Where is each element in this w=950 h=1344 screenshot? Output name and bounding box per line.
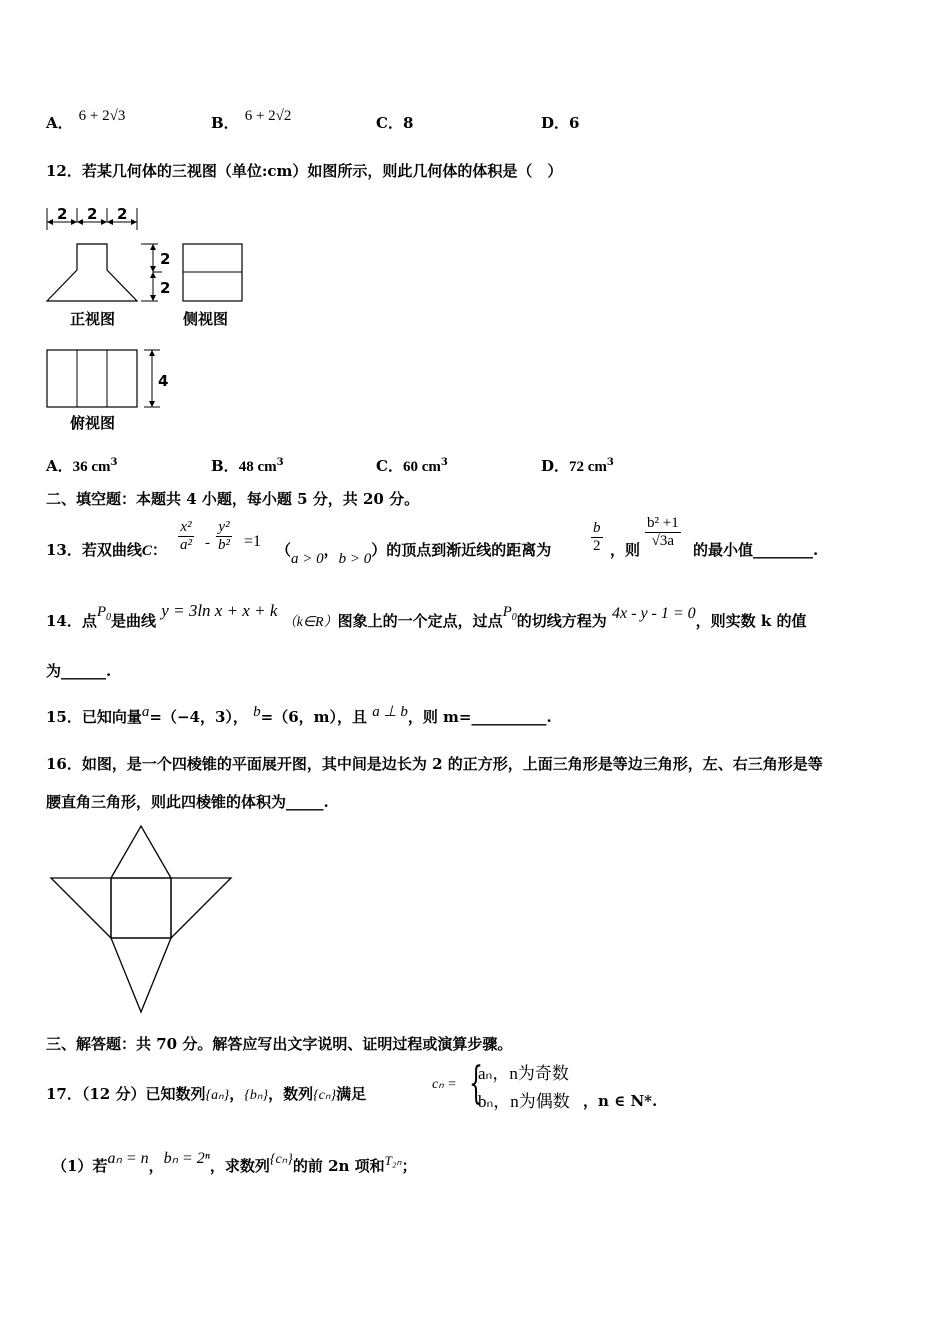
vector-b: b bbox=[253, 704, 261, 720]
q12-option-c bbox=[376, 455, 448, 476]
comma: ， bbox=[323, 541, 339, 559]
q13-tail: 的最小值________. bbox=[693, 541, 819, 559]
sequence-c: {cₙ} bbox=[313, 1088, 337, 1103]
part1-prefix: （1）若 bbox=[52, 1157, 108, 1175]
right-triangle bbox=[171, 878, 231, 938]
option-value: 6 bbox=[569, 114, 580, 132]
pyramid-net-figure bbox=[48, 822, 238, 1017]
q14-line1 bbox=[46, 601, 807, 633]
perp-condition: a ⊥ b bbox=[372, 704, 408, 720]
option-value: 48 cm bbox=[238, 459, 277, 475]
q14-text2: 图象上的一个定点，过点 bbox=[337, 612, 503, 630]
q12-stem: 12．若某几何体的三视图（单位:cm）如图所示，则此几何体的体积是（ ） bbox=[46, 162, 563, 180]
c-definition: cₙ = bbox=[432, 1077, 457, 1092]
frac-num: x² bbox=[178, 519, 194, 537]
option-label: C． bbox=[376, 114, 403, 132]
part1-text: ，求数列 bbox=[209, 1157, 270, 1175]
option-value: 72 cm bbox=[569, 459, 607, 475]
colon: ： bbox=[151, 541, 167, 559]
q13-frac-y bbox=[216, 519, 232, 554]
comma: ， bbox=[148, 1157, 164, 1175]
frac-num: y² bbox=[216, 519, 232, 537]
q16-line2: 腰直角三角形，则此四棱锥的体积为_____. bbox=[46, 793, 329, 811]
q15-prefix: 15．已知向量 bbox=[46, 708, 142, 726]
q17-tail: ，n ∈ N*. bbox=[583, 1092, 658, 1110]
q11-option-a bbox=[46, 108, 126, 133]
frac-den: b² bbox=[218, 537, 230, 553]
cond-a: a > 0 bbox=[291, 551, 324, 567]
front-view-shape bbox=[47, 244, 137, 301]
frac-den: a² bbox=[180, 537, 192, 553]
part1-text2: 的前 2n 项和 bbox=[292, 1157, 385, 1175]
q15-tail: ，则 m=__________. bbox=[407, 708, 552, 726]
sequence-c: {cₙ} bbox=[269, 1152, 293, 1167]
option-label: D． bbox=[541, 457, 570, 475]
unit-exponent: 3 bbox=[110, 457, 118, 468]
dim-top-3: 2 bbox=[117, 205, 128, 223]
option-label: B． bbox=[211, 457, 239, 475]
q12-option-d bbox=[541, 455, 614, 476]
option-label: B． bbox=[211, 114, 239, 132]
q13-prefix-text: 13．若双曲线 bbox=[46, 541, 142, 559]
q17 bbox=[46, 1083, 366, 1104]
point-p0 bbox=[96, 604, 112, 623]
option-value: 60 cm bbox=[402, 459, 441, 475]
option-value: 8 bbox=[402, 114, 414, 132]
p0-letter: P bbox=[96, 604, 107, 620]
q11-option-c bbox=[376, 112, 413, 133]
center-square bbox=[111, 878, 171, 938]
paren: ） bbox=[371, 541, 387, 559]
q17-text2: 满足 bbox=[336, 1085, 367, 1103]
p0-sub: 0 bbox=[106, 612, 112, 623]
q13-rhs: =1 bbox=[244, 533, 262, 550]
curve-name: C bbox=[141, 543, 152, 559]
bn-definition: bₙ = 2ⁿ bbox=[163, 1150, 210, 1167]
q14-text3: 的切线方程为 bbox=[516, 612, 607, 630]
q13-then: ，则 bbox=[610, 541, 641, 559]
unit-exponent: 3 bbox=[440, 457, 448, 468]
top-view-shape bbox=[47, 350, 137, 407]
option-value: 6 + 2√2 bbox=[244, 108, 292, 124]
q12-option-a bbox=[46, 455, 118, 476]
option-label: D． bbox=[541, 114, 570, 132]
an-definition: aₙ = n bbox=[107, 1150, 149, 1167]
q13-conditions bbox=[276, 539, 552, 567]
p0-sub: 0 bbox=[511, 612, 517, 623]
q16-line1: 16．如图，是一个四棱锥的平面展开图，其中间是边长为 2 的正方形，上面三角形是等边三角形，左、右三角形是等 bbox=[46, 755, 823, 773]
q14-text4: ，则实数 k 的值 bbox=[695, 612, 807, 630]
case-even: bₙ，n为偶数 bbox=[478, 1092, 570, 1111]
frac-num: b bbox=[593, 520, 601, 536]
option-value: 6 + 2√3 bbox=[78, 108, 126, 124]
piecewise-brace: { bbox=[469, 1058, 483, 1109]
q11-option-b bbox=[211, 108, 292, 133]
dim-right-1: 2 bbox=[160, 250, 171, 268]
q13-minus: - bbox=[205, 535, 210, 551]
q13-mid-text: 的顶点到渐近线的距离为 bbox=[386, 541, 552, 559]
unit-exponent: 3 bbox=[276, 457, 284, 468]
t2n-symbol: T₂ₙ bbox=[384, 1153, 402, 1168]
top-view-label: 俯视图 bbox=[70, 414, 116, 432]
semicolon: ； bbox=[401, 1157, 417, 1175]
q13-frac-expr bbox=[645, 515, 681, 550]
unit-exponent: 3 bbox=[606, 457, 614, 468]
q17-text1: ，数列 bbox=[268, 1085, 314, 1103]
dim-top-1: 2 bbox=[57, 205, 68, 223]
paren: （ bbox=[276, 541, 292, 559]
option-label: C． bbox=[376, 457, 403, 475]
q13-prefix bbox=[46, 539, 167, 560]
sequence-b: {bₙ} bbox=[244, 1088, 269, 1103]
q17-prefix: 17．（12 分）已知数列 bbox=[46, 1085, 206, 1103]
q15 bbox=[46, 706, 552, 727]
vector-b-value: =（6，m），且 bbox=[260, 708, 368, 726]
case-odd: aₙ，n为奇数 bbox=[478, 1064, 569, 1083]
p0-letter: P bbox=[502, 604, 512, 620]
bottom-triangle bbox=[111, 938, 171, 1012]
q12-option-b bbox=[211, 455, 284, 476]
frac-den: 2 bbox=[593, 538, 601, 554]
q11-option-d bbox=[541, 112, 579, 133]
q14-text1: 是曲线 bbox=[111, 612, 157, 630]
vector-a-value: =（−4，3）， bbox=[149, 708, 248, 726]
frac-num: b² +1 bbox=[647, 515, 679, 531]
section-2-title: 二、填空题：本题共 4 小题，每小题 5 分，共 20 分。 bbox=[46, 490, 420, 508]
sequence-a: {aₙ} bbox=[205, 1088, 230, 1103]
top-triangle bbox=[111, 826, 171, 878]
q17-part1 bbox=[52, 1150, 417, 1176]
q13-frac-dist bbox=[591, 520, 603, 555]
option-label: A． bbox=[46, 114, 73, 132]
q14-prefix: 14．点 bbox=[46, 612, 97, 630]
three-view-figure bbox=[40, 200, 300, 445]
dim-top-view: 4 bbox=[158, 372, 169, 390]
frac-den: √3a bbox=[651, 533, 675, 549]
k-condition: （k∈R） bbox=[282, 615, 338, 630]
q13-frac-x bbox=[178, 519, 194, 554]
front-view-label: 正视图 bbox=[70, 310, 116, 328]
dim-right-2: 2 bbox=[160, 279, 171, 297]
option-value: 36 cm bbox=[72, 459, 111, 475]
vector-a: a bbox=[141, 704, 150, 720]
comma: ， bbox=[229, 1085, 245, 1103]
point-p0 bbox=[502, 604, 517, 623]
dim-top-2: 2 bbox=[87, 205, 98, 223]
section-3-title: 三、解答题：共 70 分。解答应写出文字说明、证明过程或演算步骤。 bbox=[46, 1035, 513, 1053]
q14-line2: 为______. bbox=[46, 662, 112, 680]
tangent-equation: 4x - y - 1 = 0 bbox=[612, 605, 696, 622]
side-view-label: 侧视图 bbox=[183, 310, 229, 328]
option-label: A． bbox=[46, 457, 73, 475]
left-triangle bbox=[51, 878, 111, 938]
curve-equation: y = 3ln x + x + k bbox=[161, 601, 278, 620]
cond-b: b > 0 bbox=[338, 551, 372, 567]
